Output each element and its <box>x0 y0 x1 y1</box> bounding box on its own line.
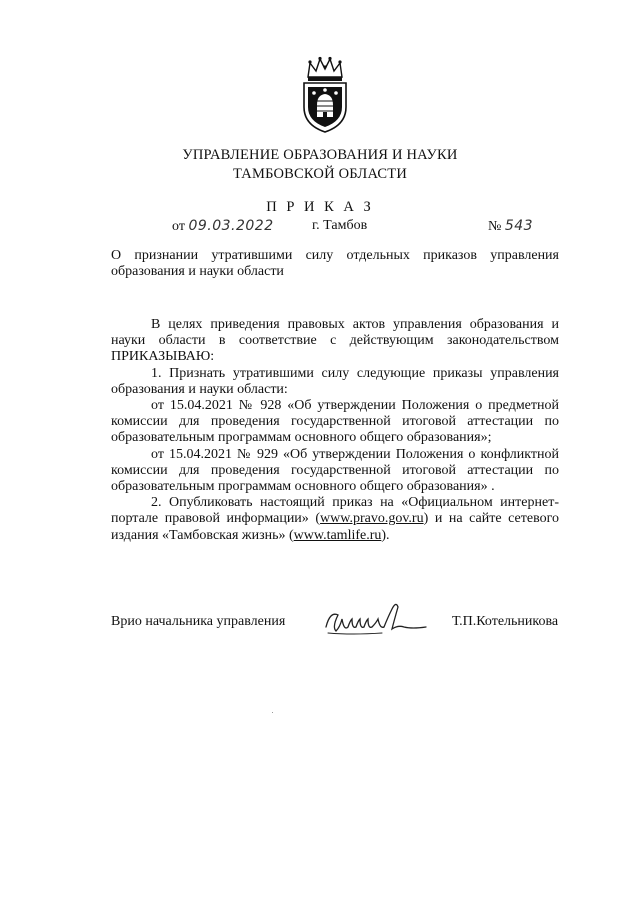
item-2-text-part-1: 2. Опубликовать настоящий приказ на «Официальном интернет-портале правовой информации» ( <box>111 495 559 527</box>
pravo-gov-link[interactable]: www.pravo.gov.ru <box>320 511 424 527</box>
intro-paragraph: В целях приведения правовых актов управления образования и науки области в соответствие с действующим законодательством ПРИКАЗЫВАЮ: <box>111 317 559 365</box>
repealed-order-929: от 15.04.2021 № 929 «Об утверждении Положения о конфликтной комиссии для проведения государственной итоговой аттестации по образовательным программам основного общего образования» . <box>111 446 559 495</box>
item-2-text-part-2: ) и на сайте сетевого издания «Тамбовская жизнь» ( <box>111 511 559 543</box>
coat-of-arms-emblem <box>298 55 352 135</box>
organization-line-2: ТАМБОВСКОЙ ОБЛАСТИ <box>232 166 408 182</box>
handwritten-date: 09.03.2022 <box>188 218 274 234</box>
order-title: П Р И К А З <box>266 199 374 215</box>
organization-name <box>0 146 640 184</box>
order-date <box>172 218 274 235</box>
signatory-name: Т.П.Котельникова <box>452 614 559 629</box>
order-number <box>488 218 533 235</box>
order-body <box>111 317 559 544</box>
signatory-position: Врио начальника управления <box>111 614 286 629</box>
scan-speck <box>272 712 273 713</box>
order-subject: О признании утратившими силу отдельных приказов управления образования и науки области <box>111 248 559 279</box>
tamlife-link[interactable]: www.tamlife.ru <box>293 527 382 543</box>
order-city: г. Тамбов <box>312 218 368 233</box>
item-2-paragraph <box>111 495 559 544</box>
repealed-order-928: от 15.04.2021 № 928 «Об утверждении Положения о предметной комиссии для проведения государственной итоговой аттестации по образовательным программам основного общего образования»; <box>111 398 559 446</box>
date-prefix: от <box>172 219 185 234</box>
handwritten-signature <box>322 597 430 641</box>
organization-line-1: УПРАВЛЕНИЕ ОБРАЗОВАНИЯ И НАУКИ <box>182 147 458 163</box>
item-1-paragraph: 1. Признать утратившими силу следующие приказы управления образования и науки области: <box>111 365 559 397</box>
handwritten-number: 543 <box>504 218 534 234</box>
item-2-text-part-3: ). <box>381 527 390 543</box>
number-prefix: № <box>488 219 502 234</box>
